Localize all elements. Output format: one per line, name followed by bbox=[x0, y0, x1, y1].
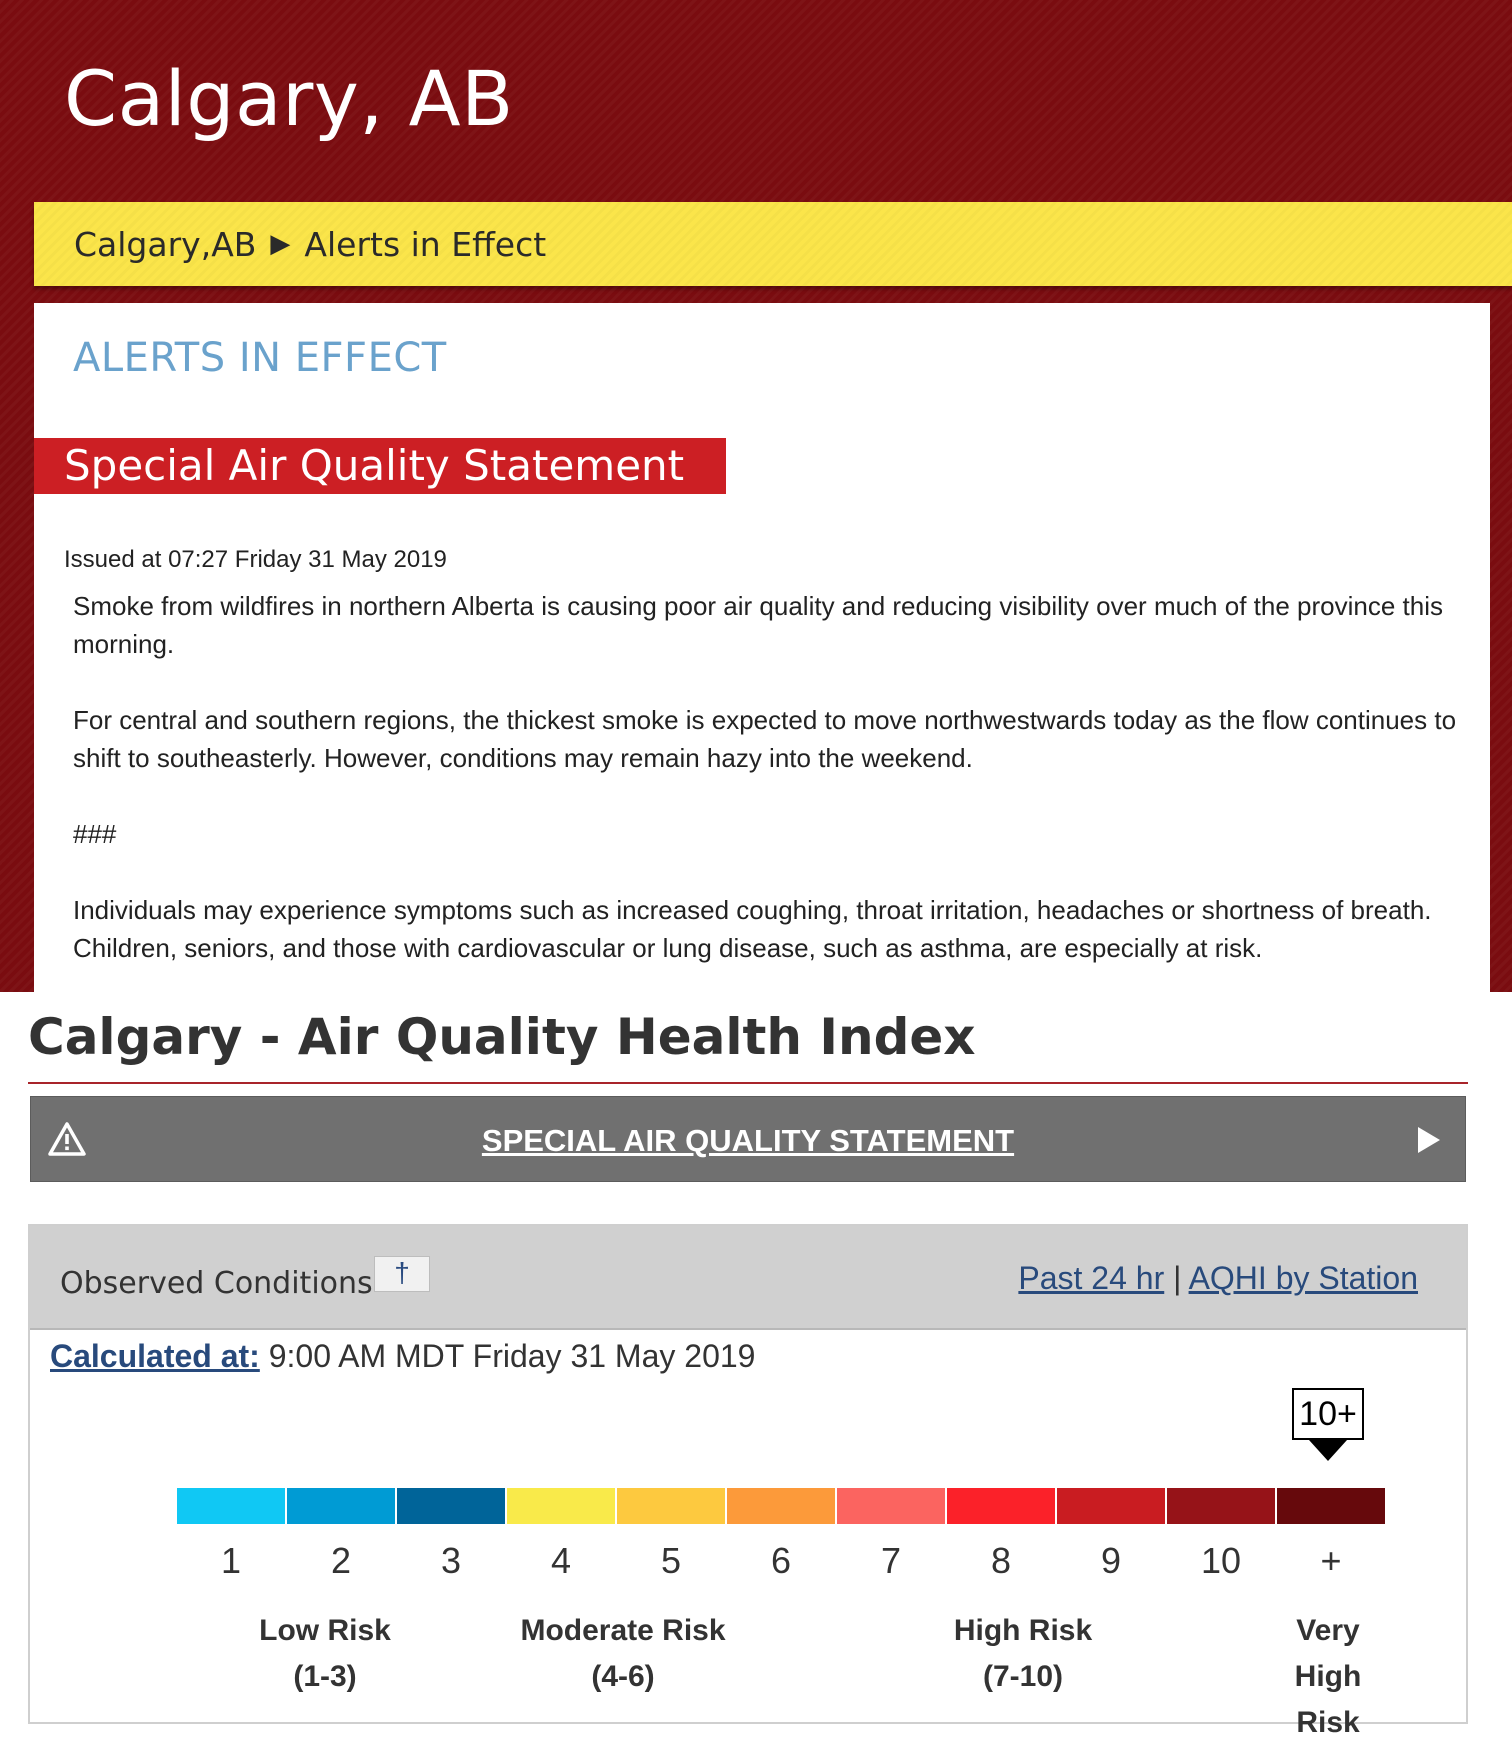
observed-conditions-title: Observed Conditions bbox=[60, 1266, 373, 1301]
aqhi-tick-label: 10 bbox=[1200, 1540, 1242, 1581]
calculated-at-link[interactable]: Calculated at: bbox=[50, 1338, 260, 1374]
breadcrumb-home-link[interactable]: Calgary,AB bbox=[74, 224, 257, 264]
aqhi-title: Calgary - Air Quality Health Index bbox=[28, 1008, 976, 1066]
aqhi-tick-label: 5 bbox=[660, 1540, 682, 1581]
risk-group-line: Low Risk bbox=[259, 1614, 391, 1647]
aqhi-tick-label: 9 bbox=[1100, 1540, 1122, 1581]
alerts-heading: ALERTS IN EFFECT bbox=[73, 335, 447, 381]
aqhi-tick-label: 2 bbox=[330, 1540, 352, 1581]
risk-group-line: (7-10) bbox=[982, 1660, 1064, 1693]
marker-arrow-icon bbox=[1309, 1440, 1347, 1461]
risk-group-line: Very bbox=[1296, 1614, 1360, 1647]
observed-links bbox=[1018, 1260, 1418, 1297]
alert-paragraph: Individuals may experience symptoms such as increased coughing, throat irritation, headaches or shortness of breath. Children, seniors, and those with cardiovascular or lung disease, such as asthma, are especially at risk. bbox=[73, 895, 1432, 963]
aqhi-tick-label: 8 bbox=[990, 1540, 1012, 1581]
calculated-at bbox=[50, 1338, 755, 1375]
observed-conditions-header bbox=[30, 1226, 1466, 1330]
alert-paragraph: ### bbox=[73, 819, 117, 849]
current-aqhi-marker: 10+ bbox=[1292, 1388, 1364, 1440]
expand-arrow-icon[interactable] bbox=[1415, 1124, 1443, 1156]
breadcrumb-current: Alerts in Effect bbox=[304, 224, 547, 264]
special-statement-link[interactable]: SPECIAL AIR QUALITY STATEMENT bbox=[481, 1123, 1015, 1158]
special-statement-bar[interactable] bbox=[30, 1096, 1466, 1182]
aqhi-tick-label: + bbox=[1320, 1540, 1342, 1581]
statement-title-banner: Special Air Quality Statement bbox=[34, 438, 726, 494]
aqhi-tick-label: 6 bbox=[770, 1540, 792, 1581]
title-divider bbox=[28, 1082, 1468, 1084]
alert-body bbox=[73, 587, 1473, 992]
risk-group-line: (1-3) bbox=[293, 1660, 357, 1693]
calculated-at-value: 9:00 AM MDT Friday 31 May 2019 bbox=[259, 1338, 756, 1374]
alert-paragraph: Smoke from wildfires in northern Alberta is causing poor air quality and reducing visibility over much of the province this morning. bbox=[73, 591, 1443, 659]
breadcrumb bbox=[34, 202, 1512, 286]
risk-group-line: (4-6) bbox=[591, 1660, 655, 1693]
issued-timestamp: Issued at 07:27 Friday 31 May 2019 bbox=[64, 546, 447, 573]
risk-group-line: Moderate Risk bbox=[520, 1614, 726, 1647]
aqhi-tick-label: 7 bbox=[880, 1540, 902, 1581]
alert-card bbox=[34, 303, 1490, 992]
aqhi-tick-label: 3 bbox=[440, 1540, 462, 1581]
aqhi-tick-label: 4 bbox=[550, 1540, 572, 1581]
link-separator: | bbox=[1173, 1260, 1182, 1296]
breadcrumb-arrow-icon: ▶ bbox=[270, 229, 291, 259]
risk-group-line: Risk bbox=[1296, 1706, 1360, 1739]
city-title: Calgary, AB bbox=[64, 54, 514, 143]
aqhi-tick-label: 1 bbox=[220, 1540, 242, 1581]
past-24hr-link[interactable]: Past 24 hr bbox=[1018, 1260, 1165, 1296]
risk-group-line: High bbox=[1294, 1660, 1362, 1693]
risk-group-line: High Risk bbox=[953, 1614, 1093, 1647]
aqhi-by-station-link[interactable]: AQHI by Station bbox=[1188, 1260, 1418, 1296]
footnote-dagger-button[interactable]: † bbox=[374, 1256, 430, 1292]
observed-conditions-panel bbox=[28, 1224, 1468, 1724]
alert-paragraph: For central and southern regions, the thickest smoke is expected to move northwestwards today as the flow continues to shift to southeasterly. However, conditions may remain hazy into the weekend. bbox=[73, 705, 1457, 773]
